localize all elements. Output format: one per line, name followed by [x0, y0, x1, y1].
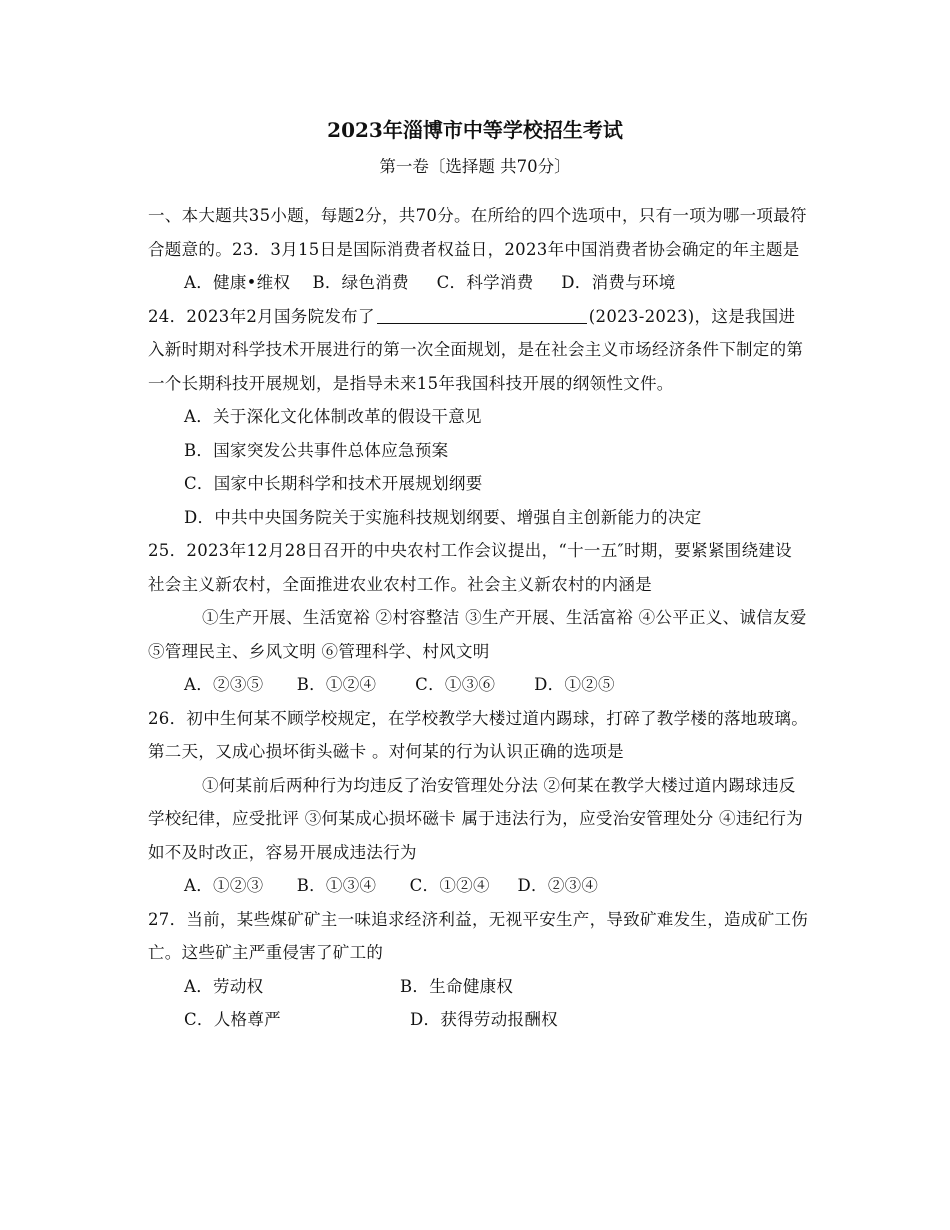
q27-options-row1	[148, 970, 808, 1004]
q27-option-a: A．劳动权	[184, 976, 264, 996]
q25-option-c: C．①③⑥	[415, 675, 496, 694]
q25-option-b: B．①②④	[296, 675, 377, 694]
q25-option-a: A．②③⑤	[184, 675, 264, 694]
q24-option-a: A．关于深化文化体制改革的假设干意见	[184, 407, 482, 426]
q25-option-d: D．①②⑤	[534, 675, 615, 694]
q27-options-row2	[148, 1003, 808, 1037]
q24-option-c: C．国家中长期科学和技术开展规划纲要	[184, 474, 483, 493]
q26-items: ①何某前后两种行为均违反了治安管理处分法 ②何某在教学大楼过道内踢球违反学校纪律，应受批评 ③何某成心损坏磁卡 属于违法行为，应受治安管理处分 ④违纪行为如不及时改正，容易开展成违法行为	[148, 775, 804, 862]
exam-body	[148, 199, 808, 1037]
q23-stem: 23．3月15日是国际消费者权益日，2023年中国消费者协会确定的年主题是	[232, 239, 800, 259]
q25-options	[148, 668, 808, 702]
q27-option-c: C．人格尊严	[184, 1010, 281, 1029]
q26-option-d: D．②③④	[517, 876, 599, 895]
q23-option-c: C．科学消费	[436, 273, 534, 292]
q24-option-d: D．中共中央国务院关于实施科技规划纲要、增强自主创新能力的决定	[184, 507, 702, 527]
q23-options	[148, 266, 808, 300]
q23-option-d: D．消费与环境	[561, 273, 676, 292]
q26-stem: 26．初中生何某不顾学校规定，在学校教学大楼过道内踢球，打碎了教学楼的落地玻璃。第二天，又成心损坏街头磁卡 。对何某的行为认识正确的选项是	[148, 708, 808, 761]
q27-stem: 27．当前，某些煤矿矿主一味追求经济利益，无视平安生产，导致矿难发生，造成矿工伤亡。这些矿主严重侵害了矿工的	[148, 909, 808, 962]
q24-option-b: B．国家突发公共事件总体应急预案	[184, 440, 449, 460]
q24-answer-blank	[377, 305, 587, 324]
section-intro: 一、本大题共35小题，每题2分，共70分。在所给的四个选项中，只有一项为哪一项最符合题意的。23．3月15日是国际消费者权益日，2023年中国消费者协会确定的年主题是	[148, 206, 807, 259]
q26-option-c: C．①②④	[409, 876, 490, 895]
q27-option-d: D．获得劳动报酬权	[410, 1010, 558, 1029]
q26-options	[148, 869, 808, 903]
q26-option-b: B．①③④	[296, 876, 377, 895]
q23-option-b: B．绿色消费	[312, 273, 409, 292]
q26-option-a: A．①②③	[184, 876, 264, 895]
exam-title: 2023年淄博市中等学校招生考试	[327, 118, 623, 142]
q23-option-a: A．健康•维权	[184, 273, 291, 292]
exam-subtitle: 第一卷〔选择题 共70分〕	[379, 157, 571, 176]
q27-option-b: B．生命健康权	[400, 976, 514, 996]
q25-stem: 25．2023年12月28日召开的中央农村工作会议提出，“十一五″时期，要紧紧围绕建设社会主义新农村，全面推进农业农村工作。社会主义新农村的内涵是	[148, 541, 792, 594]
q25-items: ①生产开展、生活宽裕 ②村容整洁 ③生产开展、生活富裕 ④公平正义、诚信友爱 ⑤管理民主、乡风文明 ⑥管理科学、村风文明	[148, 608, 807, 661]
q24-stem: 24．2023年2月国务院发布了 (2023-2023)，这是我国进入新时期对科学技术开展进行的第一次全面规划，是在社会主义市场经济条件下制定的第一个长期科技开展规划，是指导未来15年我国科技开展的纲领性文件。	[148, 306, 804, 393]
